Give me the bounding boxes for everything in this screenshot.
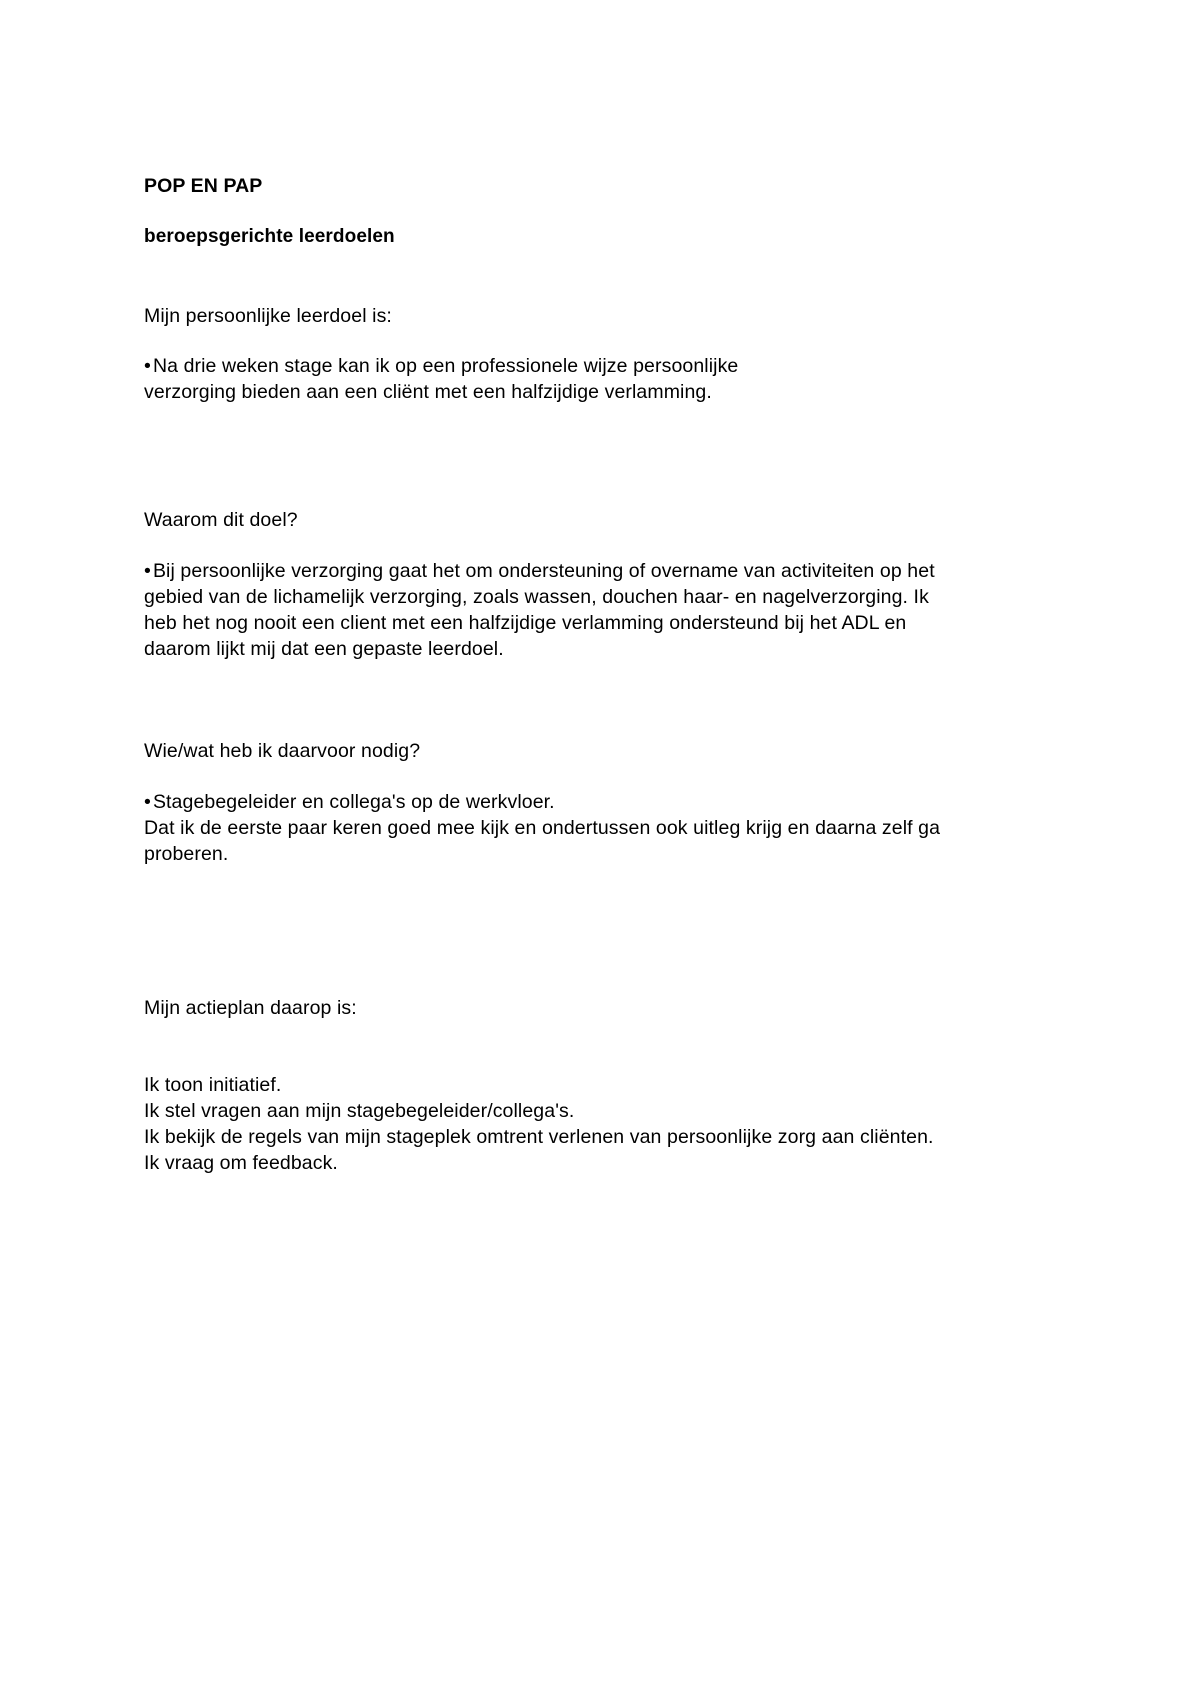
section-text-line <box>144 353 738 379</box>
section-text-line <box>144 558 935 584</box>
section-text-line: heb het nog nooit een client met een halfzijdige verlamming ondersteund bij het ADL en <box>144 612 907 634</box>
section-text-line: verzorging bieden aan een cliënt met een halfzijdige verlamming. <box>144 381 712 403</box>
bullet-text: Stagebegeleider en collega's op de werkvloer. <box>152 791 555 813</box>
section-text-line: Ik vraag om feedback. <box>144 1152 338 1174</box>
section-text-line: Ik bekijk de regels van mijn stageplek omtrent verlenen van persoonlijke zorg aan cliënten. <box>144 1126 934 1148</box>
section-text-line: gebied van de lichamelijk verzorging, zoals wassen, douchen haar- en nagelverzorging. Ik <box>144 586 929 608</box>
section-heading-actieplan: Mijn actieplan daarop is: <box>144 997 357 1019</box>
section-text-line: Ik stel vragen aan mijn stagebegeleider/collega's. <box>144 1100 575 1122</box>
section-heading-wiewat: Wie/wat heb ik daarvoor nodig? <box>144 740 421 762</box>
section-text-line: Dat ik de eerste paar keren goed mee kijk en ondertussen ook uitleg krijg en daarna zelf ga <box>144 817 941 839</box>
bullet-text: Na drie weken stage kan ik op een professionele wijze persoonlijke <box>152 355 739 377</box>
section-text-line <box>144 789 555 815</box>
section-heading-leerdoel: Mijn persoonlijke leerdoel is: <box>144 305 392 327</box>
document-title: POP EN PAP <box>144 175 263 197</box>
section-text-line: proberen. <box>144 843 229 865</box>
bullet-icon: • <box>144 791 151 813</box>
section-text-line: daarom lijkt mij dat een gepaste leerdoel. <box>144 638 504 660</box>
bullet-icon: • <box>144 355 151 377</box>
section-heading-waarom: Waarom dit doel? <box>144 509 298 531</box>
bullet-icon: • <box>144 560 151 582</box>
section-text-line: Ik toon initiatief. <box>144 1074 282 1096</box>
document-subtitle: beroepsgerichte leerdoelen <box>144 226 395 247</box>
bullet-text: Bij persoonlijke verzorging gaat het om ondersteuning of overname van activiteiten op het <box>152 560 935 582</box>
